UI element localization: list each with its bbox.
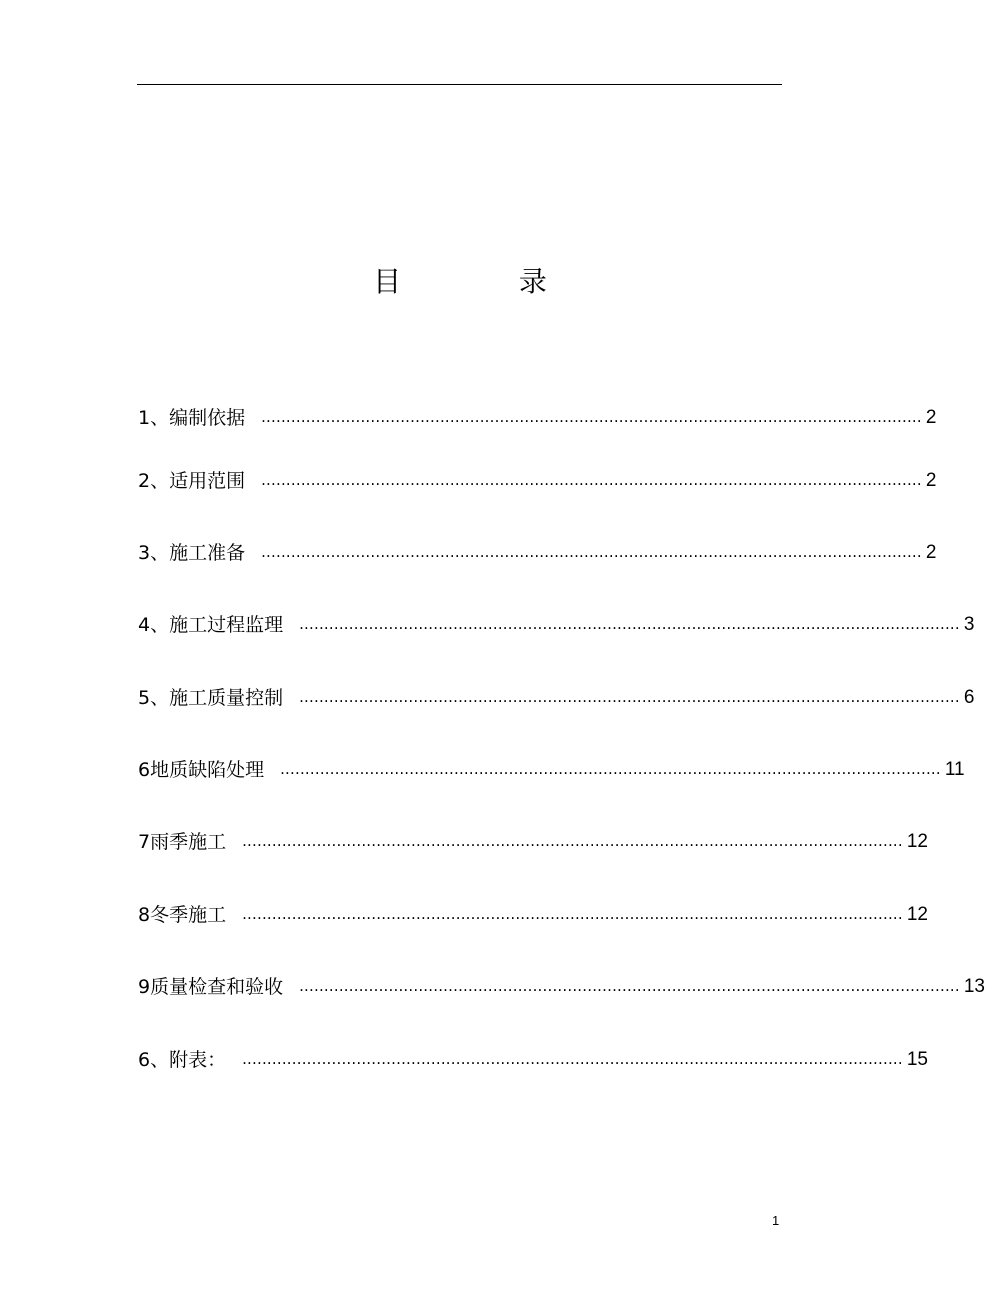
toc-entry[interactable] [138, 756, 965, 784]
toc-entry-label: 8冬季施工 [138, 904, 227, 926]
page-number: 1 [772, 1213, 780, 1228]
toc-entry[interactable] [138, 467, 937, 495]
toc-entry-page: 3 [963, 614, 975, 635]
toc-dot-leader: ..................................................................................................................................... [299, 977, 960, 995]
toc-dot-leader: ..................................................................................................................................... [261, 408, 922, 426]
toc-entry[interactable] [138, 973, 985, 1001]
toc-entry-label: 6、附表： [138, 1049, 227, 1071]
toc-entry-page: 13 [963, 976, 985, 997]
toc-dot-leader: ..................................................................................................................................... [242, 832, 903, 850]
toc-entry-page: 11 [944, 759, 965, 780]
toc-entry-label: 2、适用范围 [138, 470, 246, 492]
toc-dot-leader: ..................................................................................................................................... [261, 471, 922, 489]
toc-entry[interactable] [138, 828, 928, 856]
toc-entry-page: 15 [906, 1049, 928, 1070]
toc-entry-page: 6 [963, 687, 975, 708]
toc-entry-label: 4、施工过程监理 [138, 614, 284, 636]
toc-entry-page: 2 [925, 470, 937, 491]
toc-entry[interactable] [138, 684, 975, 712]
toc-entry-page: 12 [906, 904, 928, 925]
toc-entry-page: 2 [925, 407, 937, 428]
title-char-1: 目 [373, 265, 402, 298]
toc-entry-page: 2 [925, 542, 937, 563]
toc-entry-label: 9质量检查和验收 [138, 976, 284, 998]
toc-dot-leader: ..................................................................................................................................... [242, 905, 903, 923]
page-title [0, 262, 920, 302]
toc-entry[interactable] [138, 539, 937, 567]
toc-entry-label: 1、编制依据 [138, 407, 246, 429]
toc-entry[interactable] [138, 901, 928, 929]
toc-dot-leader: ..................................................................................................................................... [280, 760, 941, 778]
toc-entry[interactable] [138, 1046, 928, 1074]
toc-entry-label: 3、施工准备 [138, 542, 246, 564]
title-char-2: 录 [518, 265, 547, 298]
toc-entry-label: 6地质缺陷处理 [138, 759, 265, 781]
toc-entry-page: 12 [906, 831, 928, 852]
header-rule [137, 84, 782, 85]
toc-entry-label: 5、施工质量控制 [138, 687, 284, 709]
toc-entry[interactable] [138, 611, 975, 639]
toc-entry-label: 7雨季施工 [138, 831, 227, 853]
toc-entry[interactable] [138, 404, 937, 432]
toc-dot-leader: ..................................................................................................................................... [242, 1050, 903, 1068]
toc-dot-leader: ..................................................................................................................................... [299, 688, 960, 706]
toc-dot-leader: ..................................................................................................................................... [261, 543, 922, 561]
toc-dot-leader: ..................................................................................................................................... [299, 615, 960, 633]
